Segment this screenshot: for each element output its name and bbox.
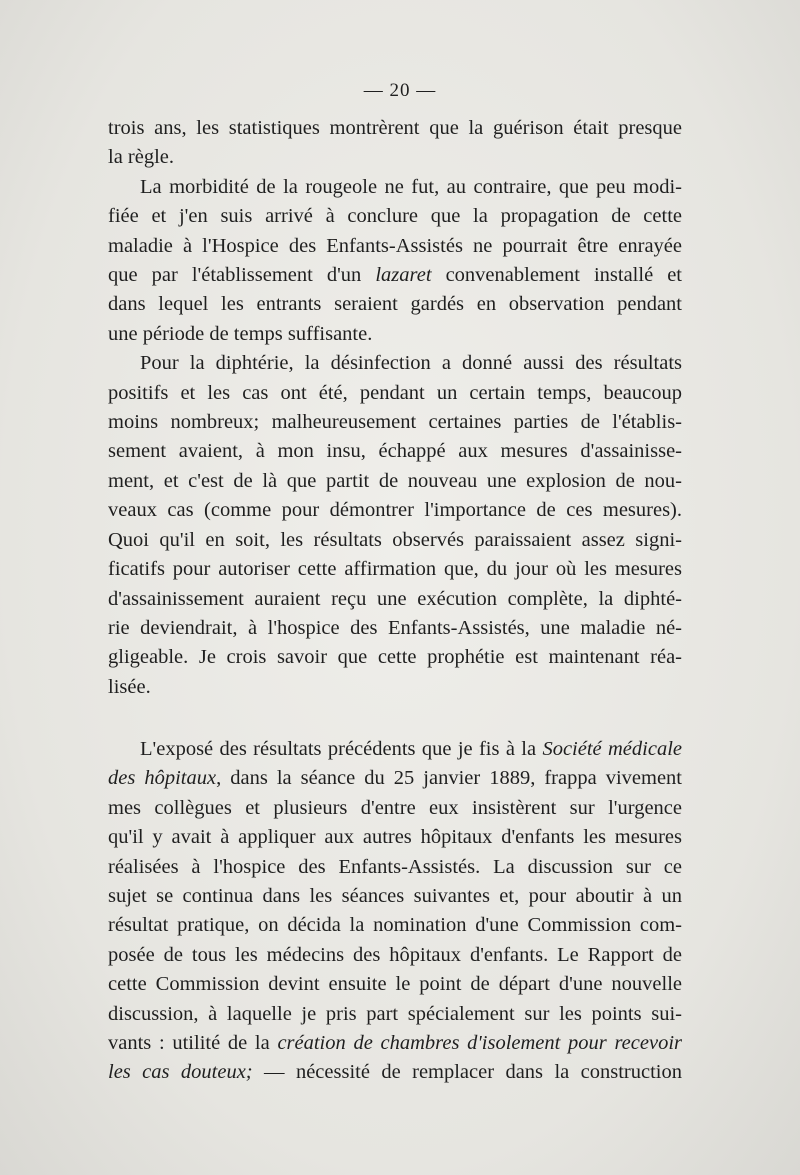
- text-line: d'assainissement auraient reçu une exécution complète, la diphté-: [108, 587, 682, 610]
- text-line: maladie à l'Hospice des Enfants-Assistés ne pourrait être enrayée: [108, 234, 682, 257]
- text-line-with-italic: [108, 261, 682, 290]
- text-line-with-italic: [108, 764, 682, 793]
- text-run: convenablement installé et: [431, 264, 683, 287]
- text-line: ment, et c'est de là que partit de nouveau une explosion de nou-: [108, 469, 682, 492]
- text-block-2: [108, 735, 682, 1088]
- text-line: la règle.: [108, 146, 175, 169]
- text-line: une période de temps suffisante.: [108, 322, 373, 345]
- text-line: posée de tous les médecins des hôpitaux d'enfants. Le Rapport de: [108, 943, 682, 966]
- italic-run: des hôpitaux: [108, 767, 217, 790]
- text-line: réalisées à l'hospice des Enfants-Assistés. La discussion sur ce: [108, 855, 682, 878]
- text-line: positifs et les cas ont été, pendant un certain temps, beaucoup: [108, 381, 682, 404]
- text-line: qu'il y avait à appliquer aux autres hôpitaux d'enfants les mesures: [108, 826, 682, 849]
- text-line-with-italic: [108, 735, 682, 764]
- text-line: ficatifs pour autoriser cette affirmation que, du jour où les mesures: [108, 558, 682, 581]
- italic-run: Société médicale: [542, 738, 682, 760]
- text-line: moins nombreux; malheureusement certaines parties de l'établis-: [108, 411, 682, 434]
- italic-run: les cas douteux;: [108, 1061, 253, 1084]
- text-block-1: [108, 114, 682, 702]
- text-line: lisée.: [108, 675, 151, 698]
- text-run: , dans la séance du 25 janvier 1889, frappa vivement: [216, 767, 683, 790]
- text-line: dans lequel les entrants seraient gardés en observation pendant: [108, 293, 682, 316]
- text-line: cette Commission devint ensuite le point de départ d'une nouvelle: [108, 973, 682, 996]
- text-run: L'exposé des résultats précédents que je fis à la: [140, 738, 543, 760]
- text-line: trois ans, les statistiques montrèrent que la guérison était presque: [108, 117, 682, 139]
- text-line: résultat pratique, on décida la nomination d'une Commission com-: [108, 914, 682, 937]
- text-line: veaux cas (comme pour démontrer l'importance de ces mesures).: [108, 499, 682, 522]
- italic-run: lazaret: [375, 264, 432, 287]
- page-number: — 20 —: [363, 80, 437, 101]
- text-line: rie deviendrait, à l'hospice des Enfants-Assistés, une maladie né-: [108, 616, 682, 639]
- text-line: fiée et j'en suis arrivé à conclure que la propagation de cette: [108, 205, 682, 228]
- text-line: sement avaient, à mon insu, échappé aux mesures d'assainisse-: [108, 440, 682, 463]
- text-line: sujet se continua dans les séances suivantes et, pour aboutir à un: [108, 885, 682, 908]
- text-run: que par l'établissement d'un: [108, 264, 376, 287]
- text-run: vants : utilité de la: [108, 1032, 278, 1055]
- text-line: La morbidité de la rougeole ne fut, au contraire, que peu modi-: [140, 175, 682, 198]
- text-line: gligeable. Je crois savoir que cette prophétie est maintenant réa-: [108, 646, 682, 669]
- text-run: — nécessité de remplacer dans la construction: [252, 1061, 682, 1084]
- text-line: Quoi qu'il en soit, les résultats observés paraissaient assez signi-: [108, 528, 682, 551]
- italic-run: création de chambres d'isolement pour recevoir: [277, 1032, 682, 1055]
- text-line: mes collègues et plusieurs d'entre eux insistèrent sur l'urgence: [108, 796, 682, 819]
- text-line-with-italic: [108, 1029, 682, 1058]
- text-line-with-italic: [108, 1058, 682, 1087]
- text-line: Pour la diphtérie, la désinfection a donné aussi des résultats: [140, 352, 682, 375]
- text-line: discussion, à laquelle je pris part spécialement sur les points sui-: [108, 1002, 682, 1025]
